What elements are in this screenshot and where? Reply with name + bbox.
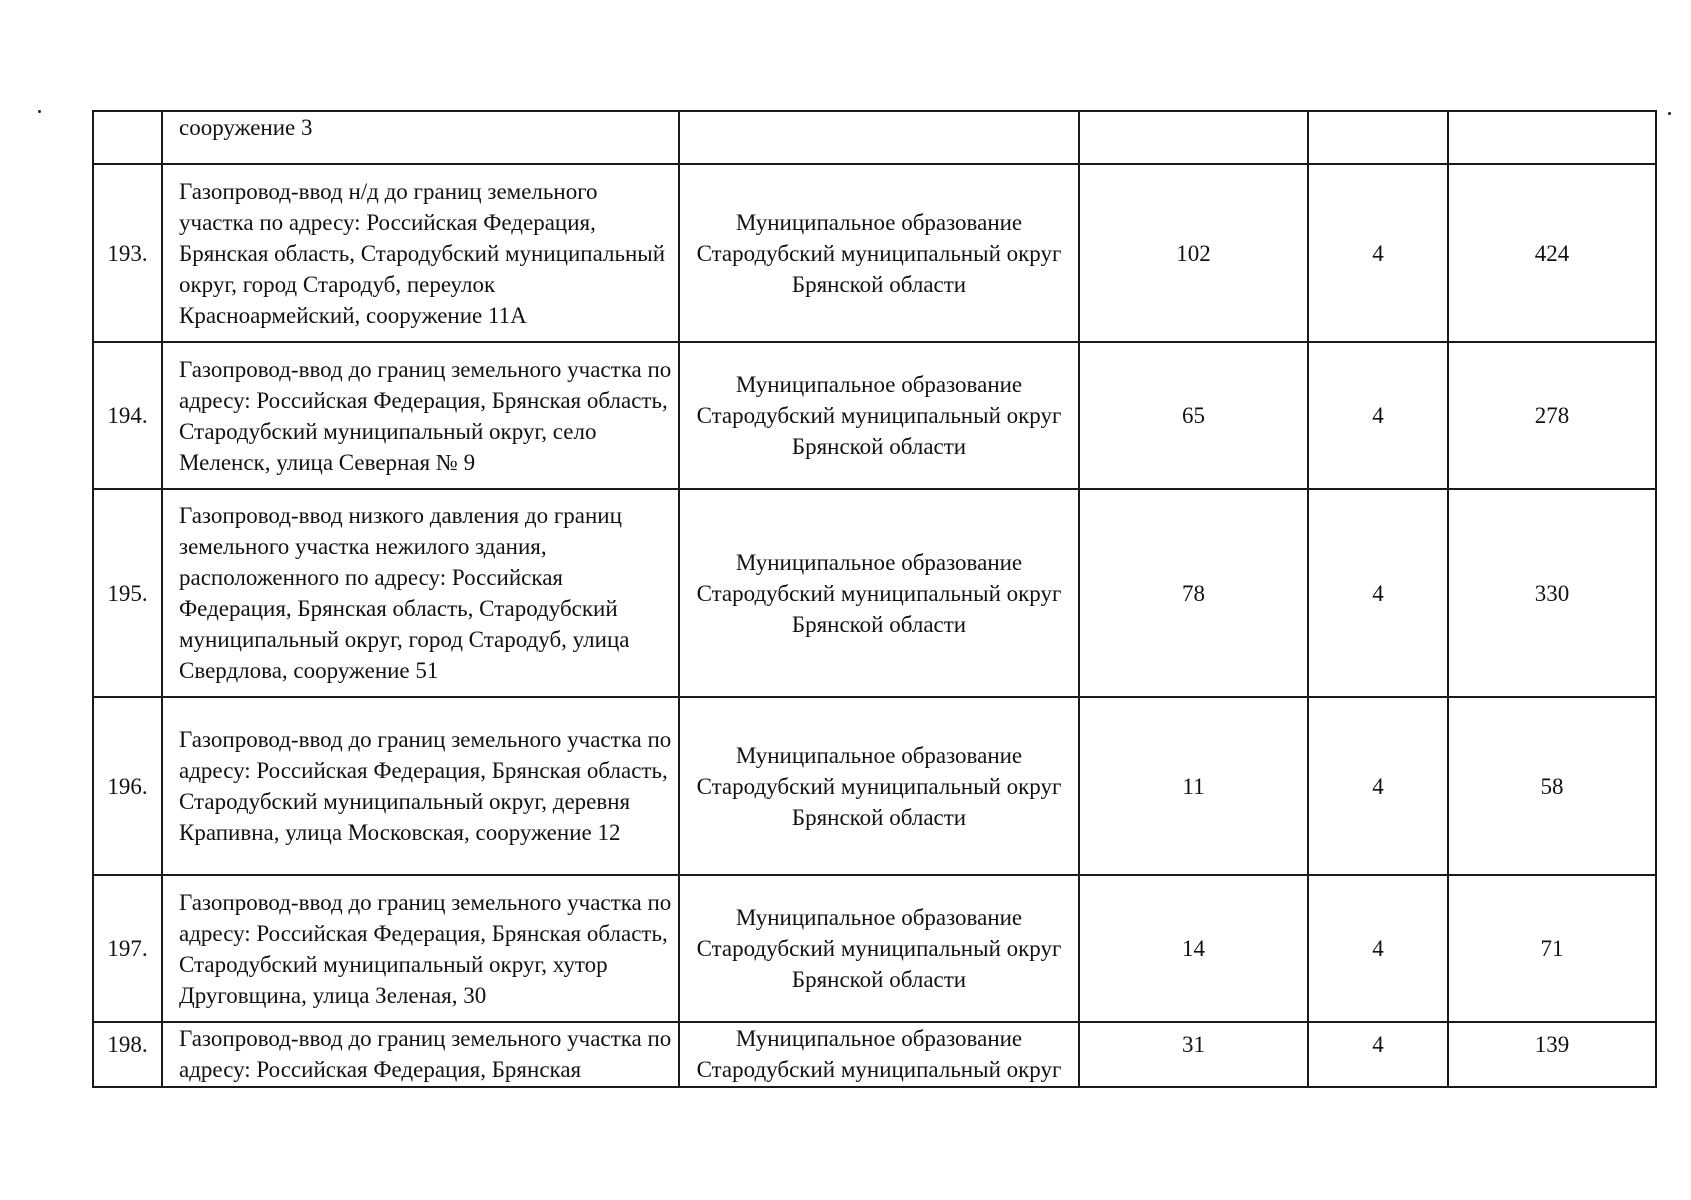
object-description-cell: Газопровод-ввод н/д до границ земельного участка по адресу: Российская Федерация, Брянская область, Стародубский муниципальный округ, город Стародуб, переулок Красноармейский, сооружение 11А — [162, 164, 679, 342]
object-description-cell: Газопровод-ввод до границ земельного участка по адресу: Российская Федерация, Брянская область, Стародубский муниципальный округ, деревня Крапивна, улица Московская, сооружение 12 — [162, 697, 679, 875]
value-cell-col6: 58 — [1448, 697, 1656, 875]
value-cell-col4: 11 — [1079, 697, 1308, 875]
table-row — [93, 875, 1656, 1022]
scan-mark-left — [38, 110, 41, 113]
value-cell-col5: 4 — [1308, 1022, 1448, 1087]
row-number-cell: 194. — [93, 342, 162, 489]
value-cell-col6: 424 — [1448, 164, 1656, 342]
row-number-cell: 193. — [93, 164, 162, 342]
value-cell-col5: 4 — [1308, 875, 1448, 1022]
row-number-cell: 197. — [93, 875, 162, 1022]
owner-cell: Муниципальное образование Стародубский муниципальный округ Брянской области — [679, 875, 1079, 1022]
value-cell-col5: 4 — [1308, 342, 1448, 489]
value-cell-col6: 139 — [1448, 1022, 1656, 1087]
row-number-cell: 195. — [93, 489, 162, 697]
table-row — [93, 342, 1656, 489]
object-description-cell: Газопровод-ввод низкого давления до границ земельного участка нежилого здания, расположенного по адресу: Российская Федерация, Брянская область, Стародубский муниципальный округ, город Стародуб, улица Свердлова, сооружение 51 — [162, 489, 679, 697]
table-row — [93, 111, 1656, 164]
table-row — [93, 697, 1656, 875]
table-row — [93, 489, 1656, 697]
object-description-cell: Газопровод-ввод до границ земельного участка по адресу: Российская Федерация, Брянская — [162, 1022, 679, 1087]
owner-cell: Муниципальное образование Стародубский муниципальный округ Брянской области — [679, 697, 1079, 875]
owner-cell: Муниципальное образование Стародубский муниципальный округ — [679, 1022, 1079, 1087]
object-description-cell: Газопровод-ввод до границ земельного участка по адресу: Российская Федерация, Брянская область, Стародубский муниципальный округ, село Меленск, улица Северная № 9 — [162, 342, 679, 489]
value-cell-col6: 71 — [1448, 875, 1656, 1022]
row-number-cell — [93, 111, 162, 164]
value-cell-col5 — [1308, 111, 1448, 164]
value-cell-col5: 4 — [1308, 697, 1448, 875]
value-cell-col4: 78 — [1079, 489, 1308, 697]
object-description-cell: сооружение 3 — [162, 111, 679, 164]
owner-cell — [679, 111, 1079, 164]
value-cell-col4 — [1079, 111, 1308, 164]
value-cell-col4: 65 — [1079, 342, 1308, 489]
registry-table — [92, 110, 1657, 1088]
owner-cell: Муниципальное образование Стародубский муниципальный округ Брянской области — [679, 164, 1079, 342]
owner-cell: Муниципальное образование Стародубский муниципальный округ Брянской области — [679, 342, 1079, 489]
value-cell-col4: 102 — [1079, 164, 1308, 342]
table-row — [93, 1022, 1656, 1087]
value-cell-col5: 4 — [1308, 164, 1448, 342]
value-cell-col6: 278 — [1448, 342, 1656, 489]
value-cell-col6 — [1448, 111, 1656, 164]
value-cell-col4: 31 — [1079, 1022, 1308, 1087]
row-number-cell: 196. — [93, 697, 162, 875]
scan-mark-right — [1668, 112, 1671, 115]
object-description-cell: Газопровод-ввод до границ земельного участка по адресу: Российская Федерация, Брянская область, Стародубский муниципальный округ, хутор Друговщина, улица Зеленая, 30 — [162, 875, 679, 1022]
row-number-cell: 198. — [93, 1022, 162, 1087]
value-cell-col4: 14 — [1079, 875, 1308, 1022]
value-cell-col6: 330 — [1448, 489, 1656, 697]
owner-cell: Муниципальное образование Стародубский муниципальный округ Брянской области — [679, 489, 1079, 697]
table-row — [93, 164, 1656, 342]
value-cell-col5: 4 — [1308, 489, 1448, 697]
